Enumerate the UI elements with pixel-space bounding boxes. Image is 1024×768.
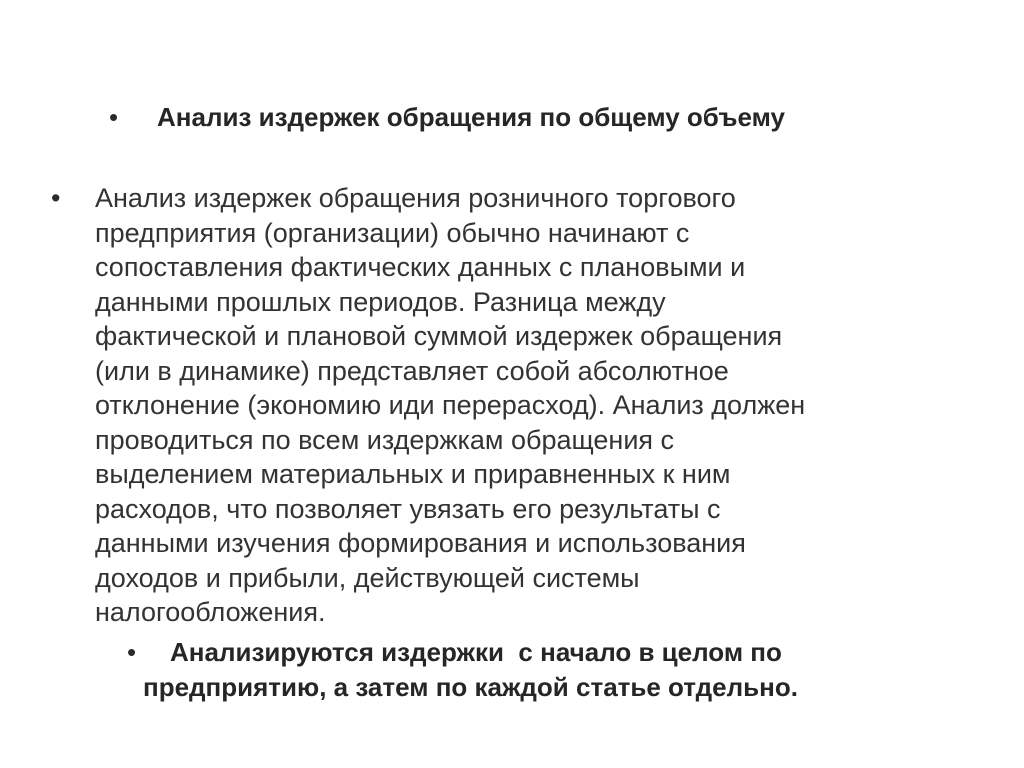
paragraph-line: предприятия (организации) обычно начинают с (95, 217, 690, 248)
conclusion-line: предприятию, а затем по каждой статье отдельно. (143, 672, 798, 702)
paragraph-line: налогообложения. (95, 597, 326, 627)
paragraph-line: доходов и прибыли, действующей системы (95, 562, 640, 593)
paragraph-line: данными прошлых периодов. Разница между (95, 286, 666, 317)
slide-heading: Анализ издержек обращения по общему объему (157, 102, 785, 132)
paragraph-line: проводиться по всем издержкам обращения с (95, 424, 675, 455)
paragraph-line: сопоставления фактических данных с плановыми и (95, 252, 746, 282)
paragraph-line: фактической и плановой суммой издержек обращения (95, 321, 783, 351)
bullet-icon: • (51, 183, 61, 213)
paragraph-line: Анализ издержек обращения розничного торгового (95, 183, 736, 213)
bullet-icon: • (127, 637, 137, 667)
paragraph-line: расходов, что позволяет увязать его результаты с (95, 493, 721, 524)
paragraph-line: отклонение (экономию иди перерасход). Анализ должен (95, 390, 806, 420)
conclusion-line: Анализируются издержки с начало в целом по (170, 637, 782, 667)
bullet-icon: • (109, 102, 119, 132)
paragraph-line: выделением материальных и приравненных к ним (95, 459, 731, 489)
paragraph-line: данными изучения формирования и использования (95, 528, 746, 558)
paragraph-line: (или в динамике) представляет собой абсолютное (95, 355, 729, 386)
body-paragraph (95, 181, 805, 630)
